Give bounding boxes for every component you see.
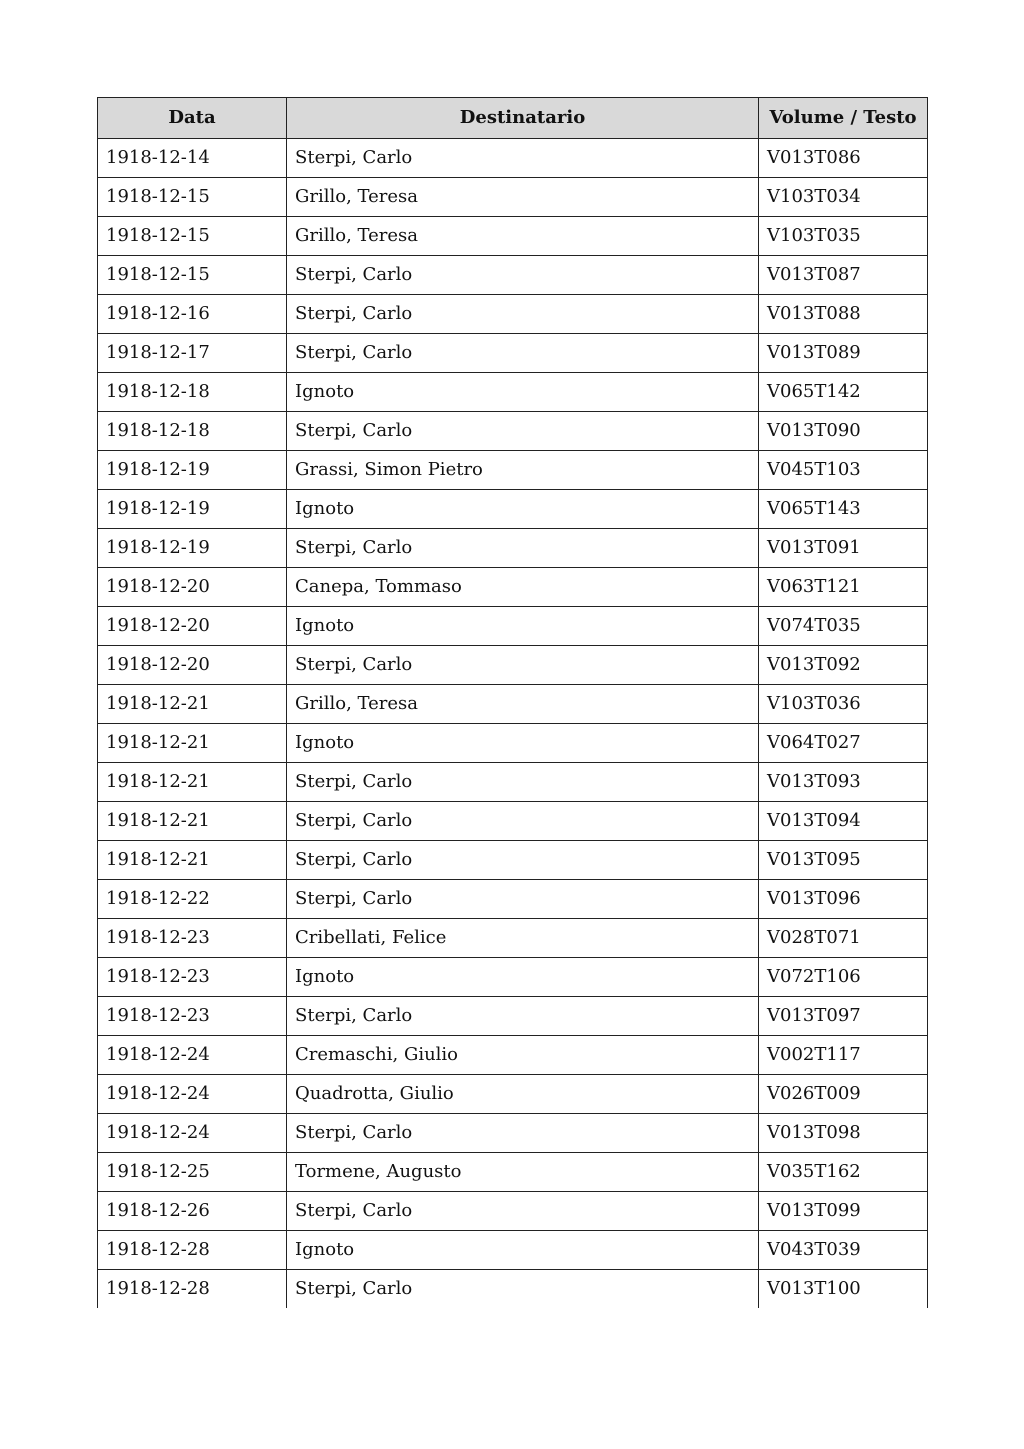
cell-data: 1918-12-17 xyxy=(98,334,287,373)
cell-data: 1918-12-22 xyxy=(98,880,287,919)
cell-data: 1918-12-15 xyxy=(98,256,287,295)
cell-data: 1918-12-21 xyxy=(98,802,287,841)
cell-destinatario: Sterpi, Carlo xyxy=(287,802,759,841)
cell-data: 1918-12-18 xyxy=(98,373,287,412)
cell-data: 1918-12-26 xyxy=(98,1192,287,1231)
cell-data: 1918-12-20 xyxy=(98,568,287,607)
cell-destinatario: Sterpi, Carlo xyxy=(287,412,759,451)
cell-volume-testo: V028T071 xyxy=(759,919,928,958)
cell-destinatario: Ignoto xyxy=(287,373,759,412)
table-row xyxy=(98,997,928,1036)
cell-destinatario: Sterpi, Carlo xyxy=(287,334,759,373)
cell-destinatario: Ignoto xyxy=(287,607,759,646)
cell-destinatario: Canepa, Tommaso xyxy=(287,568,759,607)
table-row xyxy=(98,1036,928,1075)
table-row xyxy=(98,451,928,490)
table-row xyxy=(98,334,928,373)
letters-table-container xyxy=(97,97,927,1308)
cell-destinatario: Tormene, Augusto xyxy=(287,1153,759,1192)
cell-data: 1918-12-21 xyxy=(98,724,287,763)
cell-data: 1918-12-24 xyxy=(98,1036,287,1075)
cell-data: 1918-12-25 xyxy=(98,1153,287,1192)
header-destinatario: Destinatario xyxy=(287,98,759,139)
cell-volume-testo: V013T087 xyxy=(759,256,928,295)
table-row xyxy=(98,685,928,724)
cell-data: 1918-12-19 xyxy=(98,529,287,568)
cell-data: 1918-12-19 xyxy=(98,490,287,529)
cell-data: 1918-12-21 xyxy=(98,763,287,802)
table-row xyxy=(98,1153,928,1192)
cell-volume-testo: V013T099 xyxy=(759,1192,928,1231)
cell-data: 1918-12-23 xyxy=(98,997,287,1036)
cell-volume-testo: V045T103 xyxy=(759,451,928,490)
cell-volume-testo: V063T121 xyxy=(759,568,928,607)
table-row xyxy=(98,373,928,412)
cell-volume-testo: V103T034 xyxy=(759,178,928,217)
cell-destinatario: Ignoto xyxy=(287,958,759,997)
table-row xyxy=(98,1192,928,1231)
cell-volume-testo: V103T035 xyxy=(759,217,928,256)
letters-table xyxy=(97,97,928,1308)
table-row xyxy=(98,724,928,763)
table-row xyxy=(98,1114,928,1153)
cell-destinatario: Sterpi, Carlo xyxy=(287,256,759,295)
cell-volume-testo: V074T035 xyxy=(759,607,928,646)
table-row xyxy=(98,919,928,958)
cell-destinatario: Sterpi, Carlo xyxy=(287,139,759,178)
cell-volume-testo: V013T092 xyxy=(759,646,928,685)
table-row xyxy=(98,490,928,529)
cell-volume-testo: V013T098 xyxy=(759,1114,928,1153)
cell-data: 1918-12-15 xyxy=(98,217,287,256)
cell-volume-testo: V013T100 xyxy=(759,1270,928,1309)
table-body xyxy=(98,139,928,1309)
cell-data: 1918-12-15 xyxy=(98,178,287,217)
table-row xyxy=(98,139,928,178)
cell-data: 1918-12-14 xyxy=(98,139,287,178)
cell-volume-testo: V013T088 xyxy=(759,295,928,334)
cell-volume-testo: V013T097 xyxy=(759,997,928,1036)
cell-destinatario: Ignoto xyxy=(287,490,759,529)
cell-data: 1918-12-20 xyxy=(98,607,287,646)
table-row xyxy=(98,763,928,802)
cell-data: 1918-12-23 xyxy=(98,958,287,997)
table-row xyxy=(98,1075,928,1114)
cell-data: 1918-12-21 xyxy=(98,685,287,724)
cell-volume-testo: V064T027 xyxy=(759,724,928,763)
cell-destinatario: Sterpi, Carlo xyxy=(287,1270,759,1309)
table-row xyxy=(98,256,928,295)
cell-destinatario: Cribellati, Felice xyxy=(287,919,759,958)
table-row xyxy=(98,1270,928,1309)
table-row xyxy=(98,295,928,334)
header-volume-testo: Volume / Testo xyxy=(759,98,928,139)
table-row xyxy=(98,841,928,880)
table-row xyxy=(98,529,928,568)
table-row xyxy=(98,412,928,451)
cell-volume-testo: V013T094 xyxy=(759,802,928,841)
cell-destinatario: Sterpi, Carlo xyxy=(287,295,759,334)
cell-destinatario: Sterpi, Carlo xyxy=(287,646,759,685)
cell-destinatario: Grillo, Teresa xyxy=(287,178,759,217)
table-header xyxy=(98,98,928,139)
table-row xyxy=(98,178,928,217)
cell-destinatario: Sterpi, Carlo xyxy=(287,763,759,802)
cell-volume-testo: V013T091 xyxy=(759,529,928,568)
cell-volume-testo: V072T106 xyxy=(759,958,928,997)
cell-destinatario: Sterpi, Carlo xyxy=(287,880,759,919)
cell-destinatario: Sterpi, Carlo xyxy=(287,1114,759,1153)
header-row xyxy=(98,98,928,139)
table-row xyxy=(98,607,928,646)
cell-destinatario: Sterpi, Carlo xyxy=(287,841,759,880)
cell-data: 1918-12-24 xyxy=(98,1075,287,1114)
cell-volume-testo: V002T117 xyxy=(759,1036,928,1075)
cell-destinatario: Sterpi, Carlo xyxy=(287,1192,759,1231)
cell-destinatario: Sterpi, Carlo xyxy=(287,529,759,568)
cell-volume-testo: V065T142 xyxy=(759,373,928,412)
cell-volume-testo: V013T093 xyxy=(759,763,928,802)
cell-volume-testo: V013T089 xyxy=(759,334,928,373)
cell-volume-testo: V043T039 xyxy=(759,1231,928,1270)
cell-data: 1918-12-23 xyxy=(98,919,287,958)
cell-volume-testo: V013T086 xyxy=(759,139,928,178)
cell-destinatario: Quadrotta, Giulio xyxy=(287,1075,759,1114)
table-row xyxy=(98,646,928,685)
cell-data: 1918-12-28 xyxy=(98,1231,287,1270)
cell-volume-testo: V013T095 xyxy=(759,841,928,880)
cell-data: 1918-12-24 xyxy=(98,1114,287,1153)
cell-destinatario: Grillo, Teresa xyxy=(287,685,759,724)
cell-data: 1918-12-19 xyxy=(98,451,287,490)
cell-data: 1918-12-28 xyxy=(98,1270,287,1309)
table-row xyxy=(98,217,928,256)
cell-destinatario: Ignoto xyxy=(287,1231,759,1270)
cell-volume-testo: V065T143 xyxy=(759,490,928,529)
cell-volume-testo: V035T162 xyxy=(759,1153,928,1192)
header-data: Data xyxy=(98,98,287,139)
cell-volume-testo: V013T090 xyxy=(759,412,928,451)
cell-destinatario: Grillo, Teresa xyxy=(287,217,759,256)
cell-destinatario: Cremaschi, Giulio xyxy=(287,1036,759,1075)
cell-destinatario: Sterpi, Carlo xyxy=(287,997,759,1036)
cell-data: 1918-12-16 xyxy=(98,295,287,334)
table-row xyxy=(98,802,928,841)
cell-volume-testo: V026T009 xyxy=(759,1075,928,1114)
cell-volume-testo: V103T036 xyxy=(759,685,928,724)
cell-destinatario: Ignoto xyxy=(287,724,759,763)
table-row xyxy=(98,880,928,919)
cell-destinatario: Grassi, Simon Pietro xyxy=(287,451,759,490)
table-row xyxy=(98,568,928,607)
cell-data: 1918-12-20 xyxy=(98,646,287,685)
table-row xyxy=(98,1231,928,1270)
cell-volume-testo: V013T096 xyxy=(759,880,928,919)
cell-data: 1918-12-21 xyxy=(98,841,287,880)
cell-data: 1918-12-18 xyxy=(98,412,287,451)
table-row xyxy=(98,958,928,997)
